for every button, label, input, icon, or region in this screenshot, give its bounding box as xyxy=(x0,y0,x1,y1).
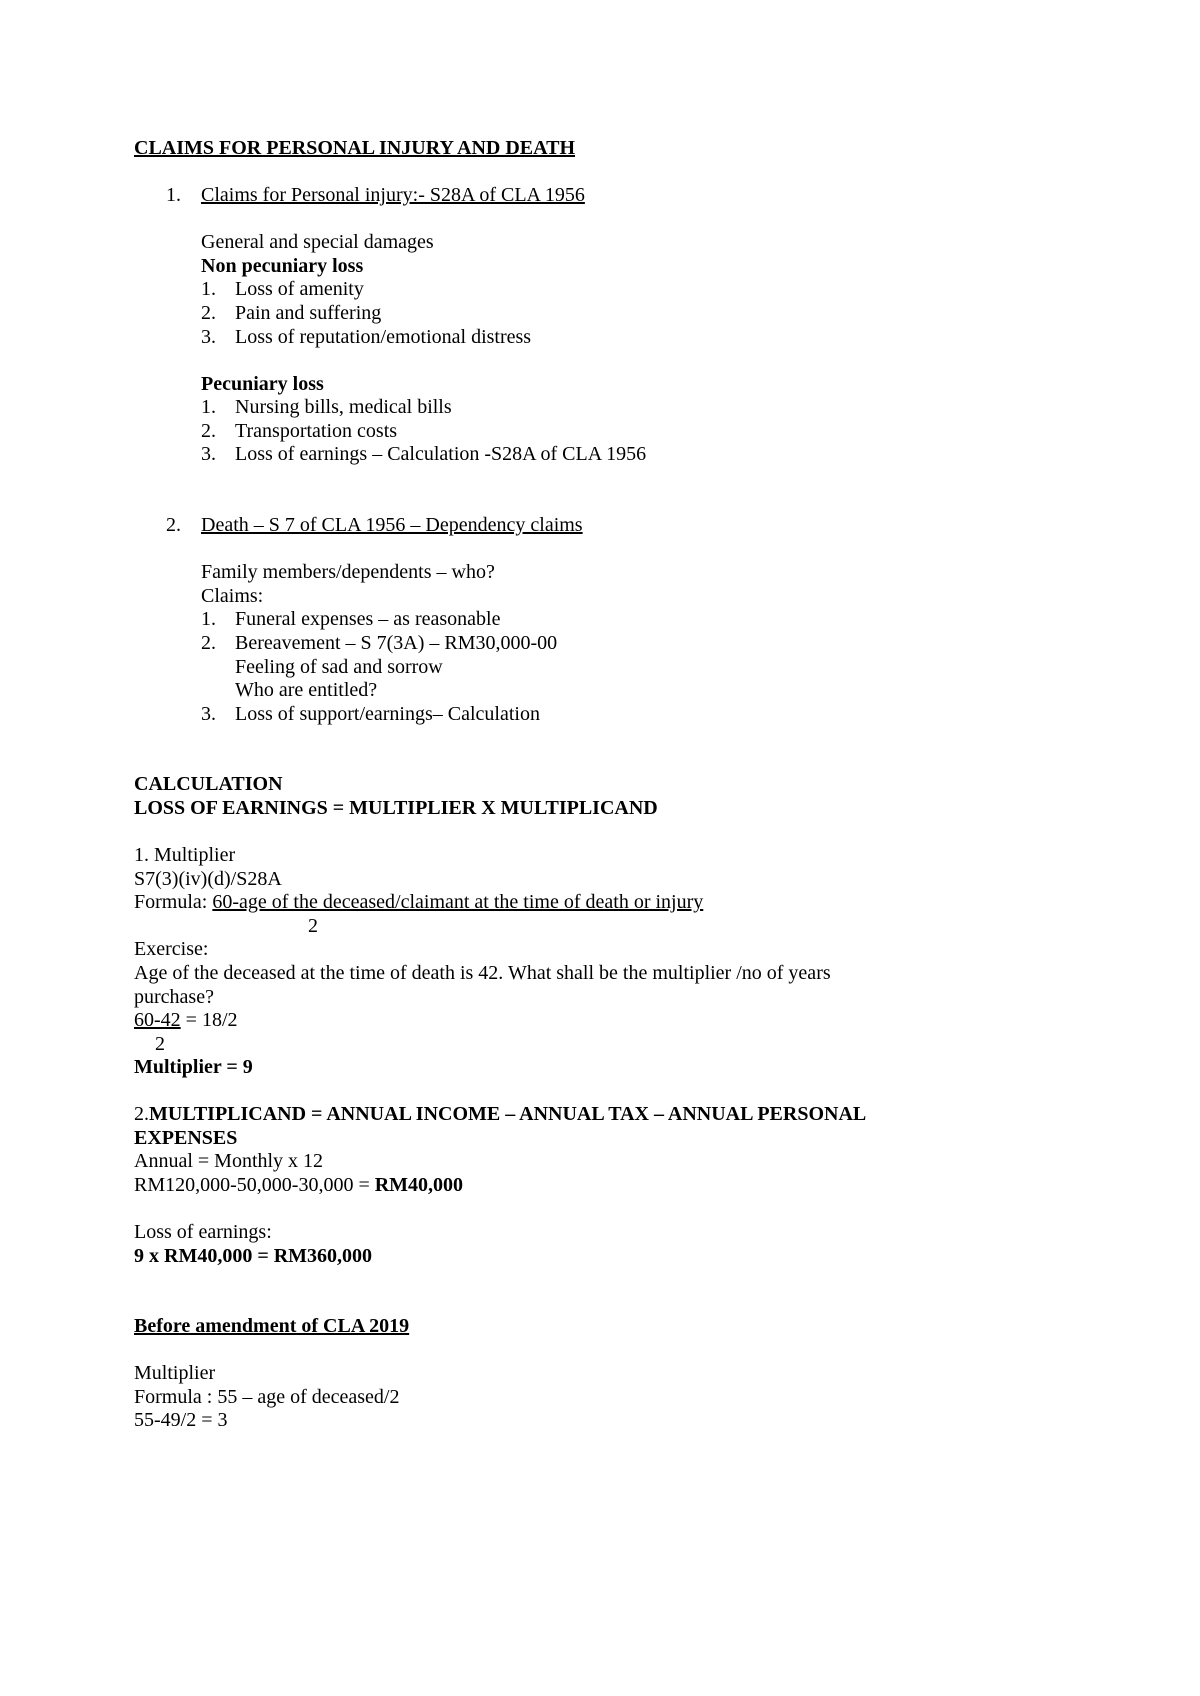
non-pecuniary-label: Non pecuniary loss xyxy=(201,255,364,277)
exercise-label: Exercise: xyxy=(134,938,209,960)
list-number: 2. xyxy=(201,420,216,442)
formula-prefix: Formula: xyxy=(134,891,213,913)
formula-heading: LOSS OF EARNINGS = MULTIPLIER X MULTIPLICAND xyxy=(134,797,658,819)
before-calc: 55-49/2 = 3 xyxy=(134,1409,228,1431)
multiplicand-line xyxy=(134,1102,866,1126)
before-amendment-heading: Before amendment of CLA 2019 xyxy=(134,1315,410,1337)
multiplier-label: 1. Multiplier xyxy=(134,844,236,866)
calc-rest: = 18/2 xyxy=(180,1009,238,1031)
pecuniary-label: Pecuniary loss xyxy=(201,373,324,395)
exercise-question-cont: purchase? xyxy=(134,986,214,1008)
multiplicand-calc xyxy=(134,1173,463,1197)
multiplicand-formula: MULTIPLICAND = ANNUAL INCOME – ANNUAL TAX – ANNUAL PERSONAL xyxy=(149,1103,867,1125)
list-item: Nursing bills, medical bills xyxy=(235,396,452,418)
calc-numerator: 60-42 xyxy=(134,1009,181,1031)
multiplicand-formula-cont: EXPENSES xyxy=(134,1127,238,1149)
list-number: 2. xyxy=(201,632,216,654)
exercise-calc xyxy=(134,1008,238,1032)
list-number: 1. xyxy=(201,608,216,630)
list-item: Funeral expenses – as reasonable xyxy=(235,608,501,630)
family-line: Family members/dependents – who? xyxy=(201,561,495,583)
claims-label: Claims: xyxy=(201,585,264,607)
list-number: 3. xyxy=(201,443,216,465)
annual-line: Annual = Monthly x 12 xyxy=(134,1150,324,1172)
list-item: Loss of earnings – Calculation -S28A of CLA 1956 xyxy=(235,443,647,465)
section2-number: 2. xyxy=(166,514,181,536)
formula-numerator: 60-age of the deceased/claimant at the time of death or injury xyxy=(212,891,704,913)
list-item: Loss of support/earnings– Calculation xyxy=(235,703,540,725)
formula-line xyxy=(134,890,703,914)
list-item: Pain and suffering xyxy=(235,302,382,324)
list-number: 2. xyxy=(201,302,216,324)
section1-intro: General and special damages xyxy=(201,231,434,253)
multiplicand-prefix: 2. xyxy=(134,1103,149,1125)
bereavement-sub: Feeling of sad and sorrow xyxy=(235,656,443,678)
multiplier-result: Multiplier = 9 xyxy=(134,1056,253,1078)
section2-title: Death – S 7 of CLA 1956 – Dependency claims xyxy=(201,514,583,536)
list-item: Loss of amenity xyxy=(235,278,364,300)
exercise-question: Age of the deceased at the time of death is 42. What shall be the multiplier /no of years xyxy=(134,962,831,984)
calculation-heading: CALCULATION xyxy=(134,773,283,795)
loe-label: Loss of earnings: xyxy=(134,1221,272,1243)
document-heading: CLAIMS FOR PERSONAL INJURY AND DEATH xyxy=(134,137,576,159)
list-number: 3. xyxy=(201,703,216,725)
list-item: Bereavement – S 7(3A) – RM30,000-00 xyxy=(235,632,558,654)
loe-result: 9 x RM40,000 = RM360,000 xyxy=(134,1245,373,1267)
list-number: 1. xyxy=(201,278,216,300)
before-multiplier: Multiplier xyxy=(134,1362,216,1384)
list-item: Loss of reputation/emotional distress xyxy=(235,326,532,348)
bereavement-sub: Who are entitled? xyxy=(235,679,378,701)
list-item: Transportation costs xyxy=(235,420,398,442)
list-number: 1. xyxy=(201,396,216,418)
section1-title: Claims for Personal injury:- S28A of CLA 1956 xyxy=(201,184,585,206)
list-number: 3. xyxy=(201,326,216,348)
multiplicand-result: RM40,000 xyxy=(374,1174,464,1196)
formula-denominator: 2 xyxy=(308,915,318,937)
multiplier-ref: S7(3)(iv)(d)/S28A xyxy=(134,868,282,890)
multiplicand-calc-text: RM120,000-50,000-30,000 = xyxy=(134,1174,375,1196)
section1-number: 1. xyxy=(166,184,181,206)
before-formula: Formula : 55 – age of deceased/2 xyxy=(134,1386,400,1408)
calc-denominator: 2 xyxy=(155,1033,165,1055)
